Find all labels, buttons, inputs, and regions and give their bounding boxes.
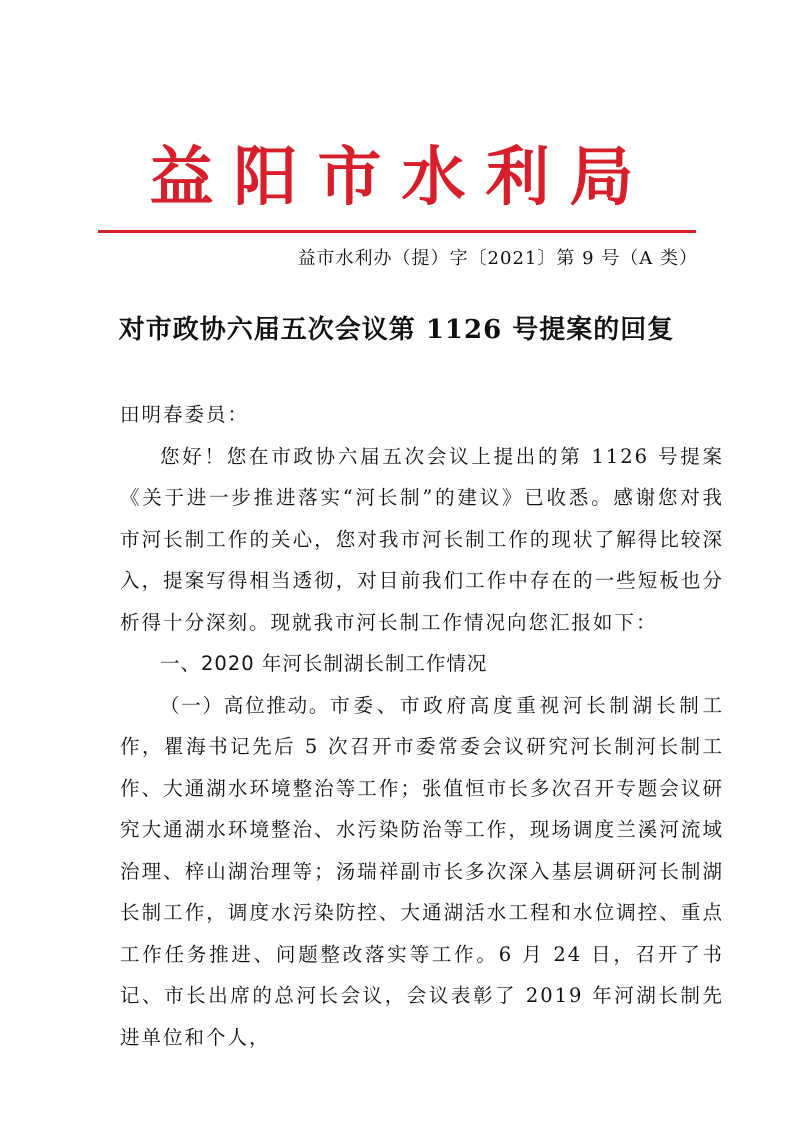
greeting-paragraph: 您好！您在市政协六届五次会议上提出的第 1126 号提案《关于进一步推进落实“河长制”的建议》已收悉。感谢您对我市河长制工作的关心，您对我市河长制工作的现状了解得比较深入，提案写得相当透彻，对目前我们工作中存在的一些短板也分析得十分深刻。现就我市河长制工作情况向您汇报如下：: [120, 444, 724, 634]
letterhead-red-rule: [98, 230, 696, 233]
section-heading: 一、2020 年河长制湖长制工作情况: [160, 652, 488, 675]
item-lead: （一）高位推动。: [160, 693, 331, 717]
document-title: 对市政协六届五次会议第 1126 号提案的回复: [118, 315, 675, 345]
document-body: [120, 394, 724, 1058]
letterhead-org-name: 益阳市水利局: [149, 141, 654, 215]
salutation: 田明春委员：: [120, 403, 250, 426]
item-paragraph: [120, 685, 724, 1059]
document-number: 益市水利办（提）字〔2021〕第 9 号（A 类）: [297, 248, 698, 269]
item-body: 市委、市政府高度重视河长制湖长制工作，瞿海书记先后 5 次召开市委常委会议研究河长制河长制工作、大通湖水环境整治等工作；张值恒市长多次召开专题会议研究大通湖水环境整治、水污染防治等工作，现场调度兰溪河流域治理、梓山湖治理等；汤瑞祥副市长多次深入基层调研河长制湖长制工作，调度水污染防控、大通湖活水工程和水位调控、重点工作任务推进、问题整改落实等工作。6 月 24 日，召开了书记、市长出席的总河长会议，会议表彰了 2019 年河湖长制先进单位和个人，: [120, 693, 724, 1049]
